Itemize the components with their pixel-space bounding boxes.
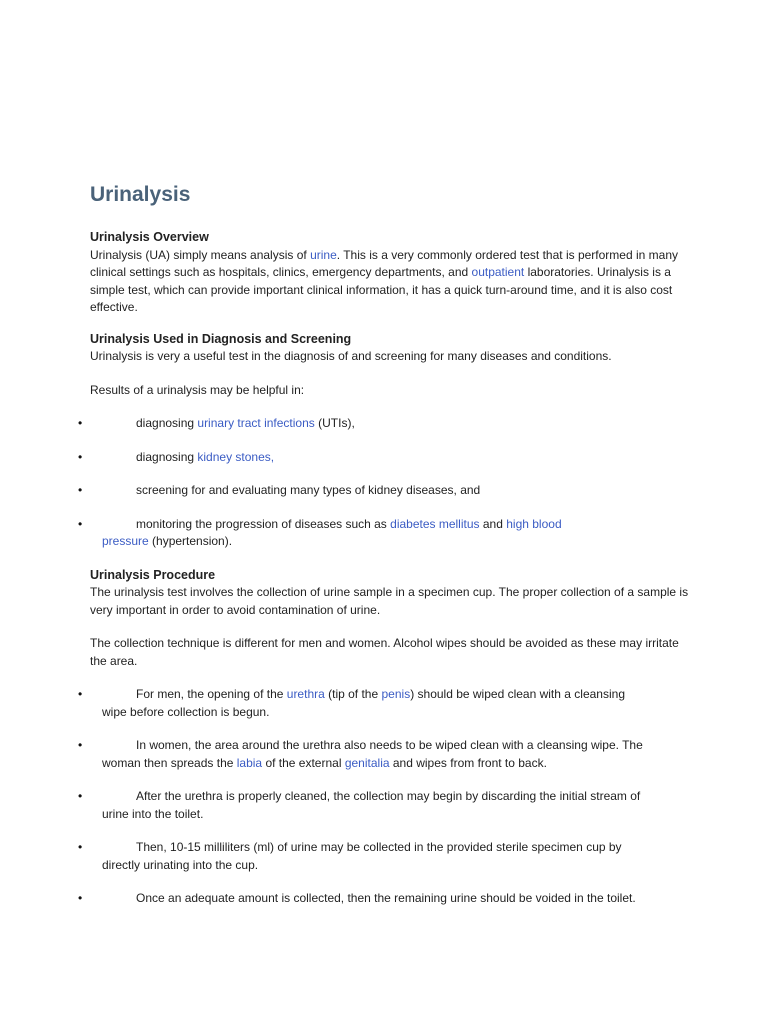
procedure-list xyxy=(78,686,690,908)
list-item: • In women, the area around the urethra also needs to be wiped clean with a cleansing wipe. The woman then spreads the labia of the external genitalia and wipes from front to back. xyxy=(78,738,643,770)
link-urine[interactable]: urine xyxy=(310,247,337,262)
link-diabetes-mellitus[interactable]: diabetes mellitus xyxy=(390,516,480,531)
link-kidney-stones[interactable]: kidney stones xyxy=(197,449,271,464)
diagnosis-paragraph: Urinalysis is very a useful test in the diagnosis of and screening for many diseases and conditions. xyxy=(90,349,612,363)
list-item: • screening for and evaluating many types of kidney diseases, and xyxy=(90,482,690,500)
list-item: • monitoring the progression of diseases such as diabetes mellitus and high blood pressure (hypertension). xyxy=(78,516,562,548)
bullet-icon: • xyxy=(78,516,83,531)
section-heading-diagnosis: Urinalysis Used in Diagnosis and Screening xyxy=(90,331,352,346)
list-item: • Once an adequate amount is collected, then the remaining urine should be voided in the toilet. xyxy=(90,890,690,908)
bullet-icon: • xyxy=(78,687,83,701)
overview-paragraph: Urinalysis (UA) simply means analysis of urine. This is a very commonly ordered test that is performed in many clinical settings such as hospitals, clinics, emergency departments, and outpatient laboratories. Urinalysis is a simple test, which can provide important clinical information, it has a quick turn-around time, and it is also cost effective. xyxy=(90,247,678,314)
bullet-icon: • xyxy=(78,789,83,803)
bullet-icon: • xyxy=(78,416,83,430)
list-item: • diagnosing kidney stones, xyxy=(90,449,690,467)
list-item: • For men, the opening of the urethra (tip of the penis) should be wiped clean with a cleansing wipe before collection is begun. xyxy=(78,687,625,719)
article-body xyxy=(78,229,690,924)
link-labia[interactable]: labia xyxy=(236,755,263,770)
link-urinary-tract-infections[interactable]: urinary tract infections xyxy=(197,416,315,430)
diagnosis-list xyxy=(78,415,690,551)
bullet-icon: • xyxy=(78,738,83,752)
procedure-paragraph-2: The collection technique is different for men and women. Alcohol wipes should be avoided as these may irritate the area. xyxy=(90,636,679,668)
list-item: • Then, 10-15 milliliters (ml) of urine may be collected in the provided sterile specimen cup by directly urinating into the cup. xyxy=(78,840,622,872)
page-title: Urinalysis xyxy=(90,183,191,206)
section-heading-procedure: Urinalysis Procedure xyxy=(90,567,216,582)
link-outpatient[interactable]: outpatient xyxy=(471,265,525,279)
procedure-paragraph-1: The urinalysis test involves the collection of urine sample in a specimen cup. The proper collection of a sample is very important in order to avoid contamination of urine. xyxy=(90,585,689,617)
list-item: • diagnosing urinary tract infections (UTIs), xyxy=(90,415,690,433)
diagnosis-results-intro: Results of a urinalysis may be helpful in: xyxy=(90,382,305,397)
link-high-blood-pressure[interactable]: high blood xyxy=(506,516,562,531)
bullet-icon: • xyxy=(78,840,83,854)
link-penis[interactable]: penis xyxy=(381,687,411,701)
list-item: • After the urethra is properly cleaned, the collection may begin by discarding the initial stream of urine into the toilet. xyxy=(78,789,641,821)
bullet-icon: • xyxy=(78,891,83,905)
link-high-blood-pressure-cont[interactable]: pressure xyxy=(102,534,149,548)
section-heading-overview: Urinalysis Overview xyxy=(90,230,209,244)
link-genitalia[interactable]: genitalia xyxy=(344,755,390,770)
link-urethra[interactable]: urethra xyxy=(286,687,325,701)
bullet-icon: • xyxy=(78,483,83,497)
bullet-icon: • xyxy=(78,449,83,464)
